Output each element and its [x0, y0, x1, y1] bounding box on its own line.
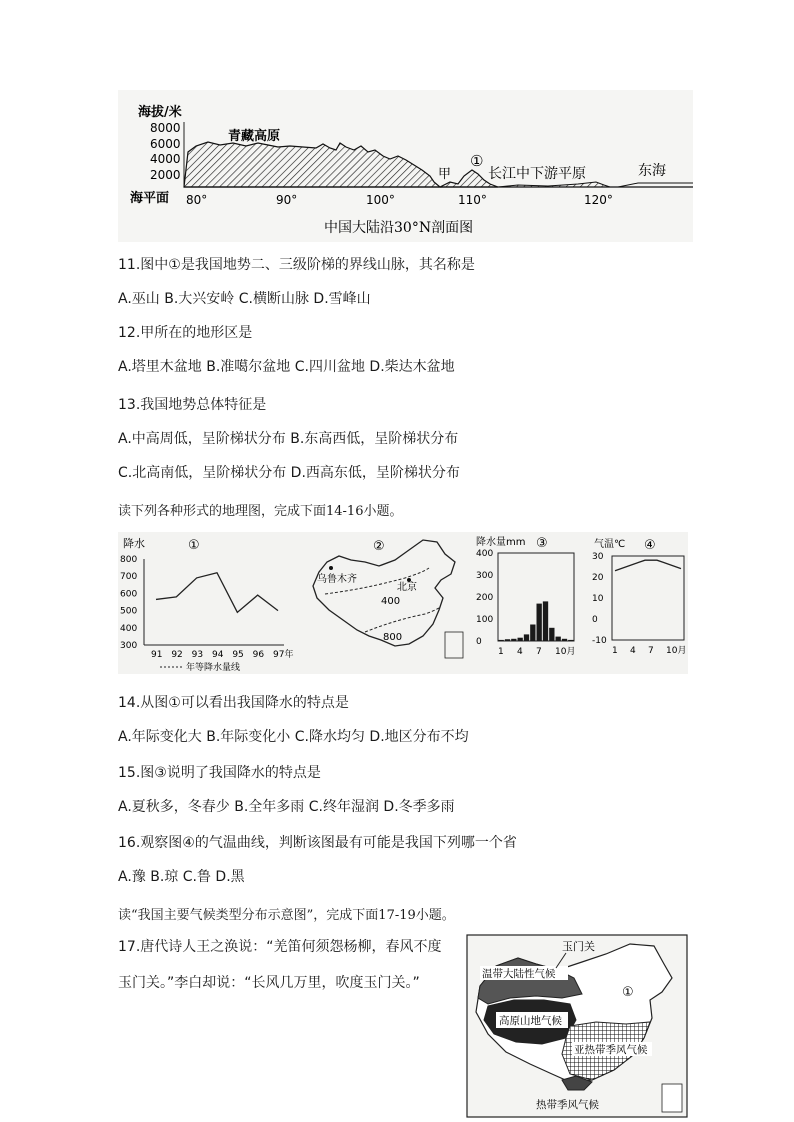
profile-xtick: 120° [584, 193, 613, 207]
question-17-line-2: 玉门关。”李白却说：“长风几万里，吹度玉门关。” [118, 975, 420, 991]
city-beijing: 北京 [397, 582, 417, 593]
fig1-xtick: 91 [151, 650, 163, 660]
marker-1-label: ① [470, 152, 484, 170]
fig4-xtick: 4 [630, 646, 636, 656]
plain-label: 长江中下游平原 [488, 166, 586, 182]
fig1-legend: 年等降水量线 [186, 663, 241, 673]
fig4-ytick: 0 [592, 615, 598, 625]
fig3-frame [498, 553, 574, 641]
fig3-ytick: 300 [476, 571, 494, 581]
fig2-number: ② [373, 539, 385, 554]
fig3-bar [556, 637, 561, 641]
fig4-ytick: 20 [592, 573, 604, 583]
profile-ylabel: 海拔/米 [138, 105, 182, 120]
figure-4-temperature-chart [588, 532, 688, 674]
profile-caption: 中国大陆沿30°N剖面图 [324, 220, 474, 236]
plateau-label: 青藏高原 [228, 129, 281, 144]
fig1-xtick: 92 [171, 650, 183, 660]
fig3-bar [505, 639, 510, 641]
fig3-ytick: 0 [476, 637, 482, 647]
climate-marker-1: ① [622, 985, 634, 1000]
fig4-ytick: 10 [592, 594, 604, 604]
fig4-xtick: 10月 [666, 646, 687, 656]
climate-map-figure [466, 934, 688, 1118]
yumen-label: 玉门关 [562, 940, 595, 953]
question-14-stem: 14.从图①可以看出我国降水的特点是 [118, 695, 349, 711]
fig1-xtick: 95 [232, 650, 244, 660]
fig1-xtick: 96 [252, 650, 265, 660]
fig3-bar [524, 634, 529, 641]
highland-label: 高原山地气候 [499, 1015, 562, 1027]
sea-level-label: 海平面 [130, 191, 170, 206]
isohyet-800-line [365, 608, 439, 632]
fig1-ylabel: 降水 [123, 537, 145, 550]
fig3-bar [518, 638, 523, 641]
fig3-bar [543, 601, 548, 641]
question-13-stem: 13.我国地势总体特征是 [118, 397, 267, 413]
profile-ytick: 2000 [150, 168, 181, 182]
isoline-800-label: 800 [383, 632, 403, 643]
fig3-bar [562, 639, 567, 641]
sea-label: 东海 [638, 163, 666, 179]
fig3-number: ③ [536, 536, 548, 551]
profile-xtick: 90° [276, 193, 298, 207]
fig3-bar [568, 640, 573, 641]
question-16-stem: 16.观察图④的气温曲线，判断该图最有可能是我国下列哪一个省 [118, 835, 517, 851]
fig3-xtick: 1 [498, 647, 504, 657]
fig3-ylabel: 降水量mm [476, 537, 526, 548]
cross-section-figure [118, 90, 693, 242]
fig3-bar [537, 604, 542, 641]
question-14-options: A.年际变化大 B.年际变化小 C.降水均匀 D.地区分布不均 [118, 729, 469, 745]
profile-ytick: 4000 [150, 152, 181, 166]
fig4-xtick: 7 [648, 646, 654, 656]
intro-17-19: 读“我国主要气候类型分布示意图”，完成下面17-19小题。 [118, 908, 455, 923]
fig4-xtick: 1 [612, 646, 618, 656]
question-17-line-1: 17.唐代诗人王之涣说：“羌笛何须怨杨柳，春风不度 [118, 939, 442, 955]
fig3-bar [499, 640, 504, 641]
fig1-ytick: 300 [120, 641, 138, 651]
south-sea-inset [445, 632, 463, 658]
figure-1-line-chart [118, 532, 294, 674]
subtropical-label: 亚热带季风气候 [574, 1044, 648, 1056]
profile-xtick: 80° [186, 193, 208, 207]
fig1-ytick: 500 [120, 606, 138, 617]
fig1-xtick: 93 [191, 650, 204, 660]
question-11-options: A.巫山 B.大兴安岭 C.横断山脉 D.雪峰山 [118, 291, 371, 307]
fig1-ytick: 400 [120, 623, 138, 634]
fig1-number: ① [188, 538, 200, 553]
profile-ytick: 6000 [150, 137, 181, 151]
temperate-label: 温带大陆性气候 [482, 968, 556, 980]
fig3-ytick: 100 [476, 615, 494, 625]
jia-label: 甲 [438, 167, 452, 182]
tropical-label: 热带季风气候 [536, 1099, 599, 1111]
fig3-xtick: 7 [536, 647, 542, 657]
fig3-xtick: 10月 [555, 647, 576, 657]
question-13-options-1: A.中高周低，呈阶梯状分布 B.东高西低，呈阶梯状分布 [118, 431, 459, 447]
figure-2-isohyet-map [305, 532, 467, 674]
fig3-bar [511, 639, 516, 641]
city-urumqi: 乌鲁木齐 [317, 574, 357, 585]
fig3-bar [530, 625, 535, 642]
fig1-ytick: 600 [120, 589, 138, 600]
question-11-stem: 11.图中①是我国地势二、三级阶梯的界线山脉，其名称是 [118, 257, 475, 273]
fig4-ytick: -10 [592, 636, 607, 646]
fig1-ytick: 700 [120, 572, 138, 583]
fig3-bar [549, 628, 554, 641]
china-outline [313, 540, 455, 646]
urumqi-dot [329, 566, 333, 570]
fig3-xtick: 4 [517, 647, 523, 657]
fig1-xtick: 97年 [273, 650, 294, 660]
question-13-options-2: C.北高南低，呈阶梯状分布 D.西高东低，呈阶梯状分布 [118, 465, 460, 481]
fig3-ytick: 400 [476, 549, 494, 559]
question-15-options: A.夏秋多，冬春少 B.全年多雨 C.终年湿润 D.冬季多雨 [118, 799, 455, 815]
question-16-options: A.豫 B.琼 C.鲁 D.黑 [118, 869, 245, 885]
isoline-400-label: 400 [381, 596, 401, 607]
fig4-number: ④ [644, 538, 656, 553]
profile-ytick: 8000 [150, 121, 181, 135]
profile-xtick: 110° [458, 193, 487, 207]
south-sea-inset [662, 1084, 682, 1112]
question-15-stem: 15.图③说明了我国降水的特点是 [118, 765, 321, 781]
intro-14-16: 读下列各种形式的地理图，完成下面14-16小题。 [118, 504, 403, 519]
fig1-ytick: 800 [120, 555, 138, 565]
fig3-ytick: 200 [476, 593, 494, 603]
question-12-stem: 12.甲所在的地形区是 [118, 325, 253, 341]
figure-3-bar-chart [472, 532, 582, 674]
profile-xtick: 100° [366, 193, 395, 207]
fig4-ylabel: 气温℃ [594, 539, 626, 550]
fig4-ytick: 30 [592, 552, 604, 562]
fig1-series-line [156, 573, 278, 613]
fig1-xtick: 94 [212, 650, 224, 660]
fig4-series-line [615, 560, 681, 571]
question-12-options: A.塔里木盆地 B.准噶尔盆地 C.四川盆地 D.柴达木盆地 [118, 359, 455, 375]
